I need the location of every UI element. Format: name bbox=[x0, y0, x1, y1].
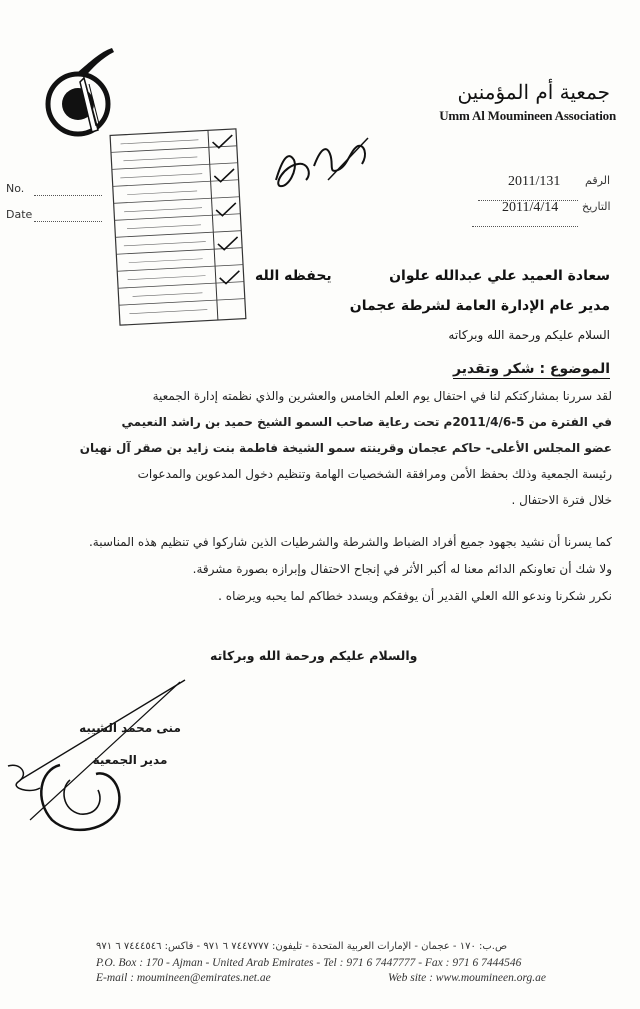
body-paragraph-3: ولا شك أن تعاونكم الدائم معنا له أكبر الأثر في إنجاح الاحتفال وإبرازه بصورة مشرقة. bbox=[192, 562, 612, 576]
recipient-title: مدير عام الإدارة العامة لشرطة عجمان bbox=[349, 298, 610, 314]
footer-address-arabic: ص.ب: ١٧٠ - عجمان - الإمارات العربية المتحدة - تليفون: ٧٤٤٧٧٧٧ ٦ ٩٧١ - فاكس: ٧٤٤٤٥٤٦ ٦ ٩٧١ bbox=[96, 941, 508, 952]
sender-name: منى محمد الشيبه bbox=[79, 721, 181, 735]
sender-block bbox=[70, 712, 190, 776]
date-label: Date bbox=[6, 208, 33, 221]
ref-label-arabic: الرقم bbox=[585, 174, 611, 187]
recipient-name: سعادة العميد علي عبدالله علوان bbox=[389, 268, 610, 284]
greeting: السلام عليكم ورحمة الله وبركاته bbox=[448, 328, 610, 342]
association-name-english: Umm Al Moumineen Association bbox=[439, 108, 616, 123]
association-logo bbox=[40, 42, 120, 142]
routing-stamp bbox=[108, 127, 248, 329]
recipient-honorific: يحفظه الله bbox=[255, 268, 332, 284]
date-value: 2011/4/14 bbox=[502, 200, 559, 215]
handwritten-annotation bbox=[268, 130, 378, 200]
body-paragraph-1-line-5: خلال فترة الاحتفال . bbox=[511, 493, 612, 507]
footer-address-english: P.O. Box : 170 - Ajman - United Arab Emirates - Tel : 971 6 7447777 - Fax : 971 6 7444546 bbox=[96, 957, 522, 969]
sender-title: مدير الجمعية bbox=[92, 753, 168, 767]
association-name-arabic: جمعية أم المؤمنين bbox=[457, 80, 610, 104]
ref-value: 2011/131 bbox=[508, 174, 561, 189]
body-paragraph-1-line-2: في الفترة من 5-2011/4/6م تحت رعاية صاحب السمو الشيخ حميد بن راشد النعيمي bbox=[121, 415, 612, 429]
footer-website: Web site : www.moumineen.org.ae bbox=[387, 972, 546, 984]
body-paragraph-1-line-1: لقد سررنا بمشاركتكم لنا في احتفال يوم العلم الخامس والعشرين والذي نظمته إدارة الجمعية bbox=[152, 389, 612, 403]
date-label-arabic: التاريخ bbox=[582, 200, 611, 213]
body-paragraph-4: نكرر شكرنا وندعو الله العلي القدير أن يوفقكم ويسدد خطاكم لما يحبه ويرضاه . bbox=[218, 589, 612, 603]
subject-line: الموضوع : شكر وتقدير bbox=[452, 361, 610, 377]
no-line bbox=[34, 181, 102, 196]
body-paragraph-1-line-4: رئيسة الجمعية وذلك بحفظ الأمن ومرافقة الشخصيات الهامة وتنظيم دخول المدعوين والمدعوات bbox=[137, 467, 612, 481]
date-line bbox=[34, 207, 102, 222]
body-paragraph-1-line-3: عضو المجلس الأعلى- حاكم عجمان وقرينته سمو الشيخة فاطمة بنت زايد بن صقر آل نهيان bbox=[79, 441, 612, 455]
footer-email: E-mail : moumineen@emirates.net.ae bbox=[96, 972, 271, 984]
body-paragraph-2: كما يسرنا أن نشيد بجهود جميع أفراد الضباط والشرطة والشرطيات الذين شاركوا في تنظيم هذه المناسبة. bbox=[88, 535, 612, 549]
no-label: No. bbox=[6, 182, 25, 195]
closing-salutation: والسلام عليكم ورحمة الله وبركاته bbox=[210, 648, 418, 663]
